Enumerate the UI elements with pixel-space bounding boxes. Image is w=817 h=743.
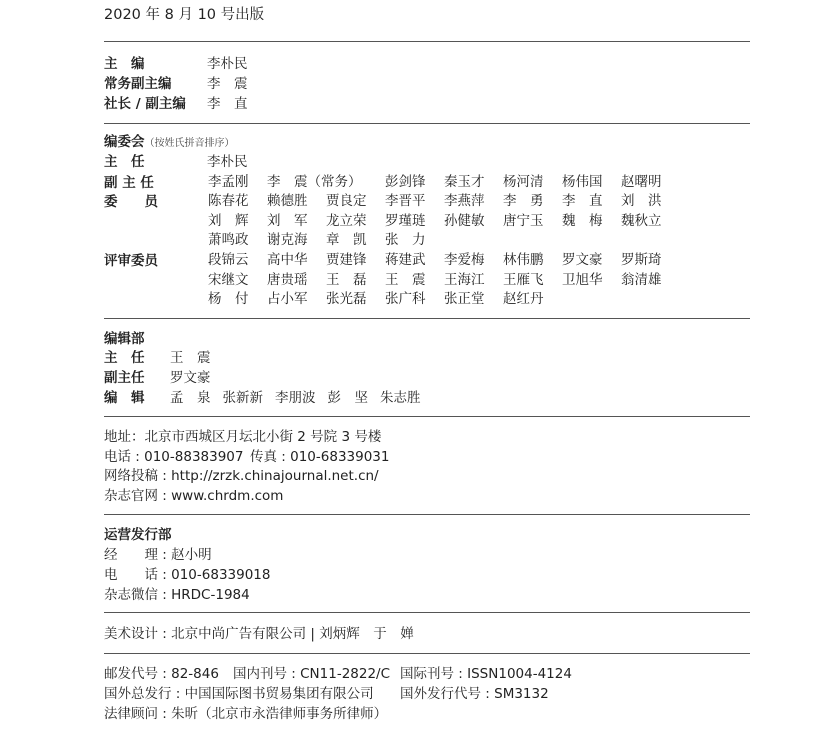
member-name: 萧鸣政 (208, 232, 249, 248)
director-name: 王 震 (170, 350, 211, 366)
cn-number: 国内刊号 : CN11-2822/C (233, 666, 391, 682)
member-name: 刘 辉 (208, 212, 249, 229)
divider (104, 123, 750, 124)
vice-chairs (208, 173, 728, 193)
member-name: 龙立荣 (326, 212, 367, 229)
member-name: 赵红丹 (503, 291, 544, 307)
member-name: 贾建锋 (326, 252, 367, 268)
wechat-text: 杂志微信 : HRDC-1984 (104, 587, 250, 603)
operations-phone: 电 话 : 010-68339018 (104, 567, 271, 583)
member-name: 段锦云 (208, 252, 249, 268)
member-name: 张 力 (385, 232, 426, 248)
member-name: 张正堂 (444, 291, 485, 307)
member-name: 陈春花 (208, 193, 249, 209)
editor-name: 孟 泉 (170, 390, 211, 406)
committee-title (104, 133, 235, 153)
manager-text: 经 理 : 赵小明 (104, 547, 212, 563)
member-name: 王海江 (444, 271, 485, 288)
member-name: 罗斯琦 (621, 252, 662, 268)
deputy-label: 副主任 (104, 370, 145, 386)
member-name: 赵曙明 (621, 174, 662, 190)
member-name: 王雁飞 (503, 271, 544, 288)
members-grid (208, 192, 728, 251)
member-name: 蒋建武 (385, 252, 426, 268)
leader-label: 社长 / 副主编 (104, 96, 186, 112)
submission-link[interactable]: 网络投稿 : http://zrzk.chinajournal.net.cn/ (104, 468, 379, 484)
member-name: 杨 付 (208, 291, 249, 307)
member-name: 谢克海 (267, 232, 308, 248)
leader-name: 李朴民 (207, 56, 248, 72)
legal-counsel: 法律顾问 : 朱昕（北京市永浩律师事务所律师） (104, 706, 388, 722)
fax-text: 传真 : 010-68339031 (250, 449, 390, 465)
divider (104, 514, 750, 515)
member-name: 卫旭华 (562, 271, 603, 288)
member-name: 魏秋立 (621, 212, 662, 229)
member-name: 王 震 (385, 271, 426, 288)
member-name: 李爱梅 (444, 252, 485, 268)
divider (104, 653, 750, 654)
member-name: 宋继文 (208, 271, 249, 288)
leader-name: 李 直 (207, 96, 248, 112)
member-name: 王 磊 (326, 271, 367, 288)
chair-label: 主 任 (104, 154, 145, 170)
member-name: 秦玉才 (444, 174, 485, 190)
address-text: 地址：北京市西城区月坛北小街 2 号院 3 号楼 (104, 429, 382, 445)
operations-title: 运营发行部 (104, 527, 172, 543)
member-name: 张广科 (385, 291, 426, 307)
review-grid (208, 251, 728, 310)
member-name: 张光磊 (326, 291, 367, 307)
publication-date: 2020 年 8 月 10 号出版 (104, 7, 265, 23)
overseas-code: 国外发行代号 : SM3132 (400, 686, 549, 702)
member-name: 杨河清 (503, 174, 544, 190)
editors-list (170, 389, 433, 407)
director-label: 主 任 (104, 350, 145, 366)
leader-label: 主 编 (104, 56, 145, 72)
issn-number: 国际刊号 : ISSN1004-4124 (400, 666, 572, 682)
member-name: 孙健敏 (444, 212, 485, 229)
member-name: 刘 洪 (621, 193, 662, 209)
member-name: 李 震（常务） (267, 174, 362, 190)
editor-name: 张新新 (222, 390, 263, 406)
member-name: 唐宁玉 (503, 212, 544, 229)
postal-code: 邮发代号 : 82-846 (104, 666, 219, 682)
deputy-name: 罗文豪 (170, 370, 211, 386)
editorial-title: 编辑部 (104, 331, 145, 347)
member-name: 赖德胜 (267, 193, 308, 209)
editor-name: 朱志胜 (380, 390, 421, 406)
editor-name: 李朋波 (275, 390, 316, 406)
member-name: 占小军 (267, 291, 308, 307)
member-name: 李燕萍 (444, 193, 485, 209)
member-name: 林伟鹏 (503, 252, 544, 268)
member-name: 翁清雄 (621, 271, 662, 288)
divider (104, 41, 750, 42)
design-credit: 美术设计 : 北京中尚广告有限公司 | 刘炳辉 于 婵 (104, 626, 414, 642)
committee-title-text: 编委会 (104, 134, 145, 150)
members-label: 委 员 (104, 194, 158, 210)
divider (104, 318, 750, 319)
member-name: 唐贵瑶 (267, 271, 308, 288)
member-name: 彭剑锋 (385, 174, 426, 190)
member-name: 李 勇 (503, 193, 544, 209)
member-name: 章 凯 (326, 232, 367, 248)
member-name: 魏 梅 (562, 212, 603, 229)
member-name: 李 直 (562, 193, 603, 209)
editor-name: 彭 坚 (327, 390, 368, 406)
member-name: 罗瑾琏 (385, 212, 426, 229)
divider (104, 416, 750, 417)
overseas-distributor: 国外总发行 : 中国国际图书贸易集团有限公司 (104, 686, 374, 702)
leader-name: 李 震 (207, 76, 248, 92)
member-name: 杨伟国 (562, 174, 603, 190)
member-name: 李晋平 (385, 193, 426, 209)
member-name: 刘 军 (267, 212, 308, 229)
committee-note: （按姓氏拼音排序） (144, 138, 235, 149)
website-link[interactable]: 杂志官网 : www.chrdm.com (104, 488, 284, 504)
chair-name: 李朴民 (207, 154, 248, 170)
member-name: 李孟刚 (208, 174, 249, 190)
phone-text: 电话 : 010-88383907 (104, 449, 244, 465)
member-name: 罗文豪 (562, 252, 603, 268)
editors-label: 编 辑 (104, 390, 145, 406)
member-name: 贾良定 (326, 193, 367, 209)
member-name: 高中华 (267, 252, 308, 268)
vice-label: 副 主 任 (104, 175, 154, 191)
divider (104, 612, 750, 613)
leader-label: 常务副主编 (104, 76, 172, 92)
review-label: 评审委员 (104, 253, 158, 269)
